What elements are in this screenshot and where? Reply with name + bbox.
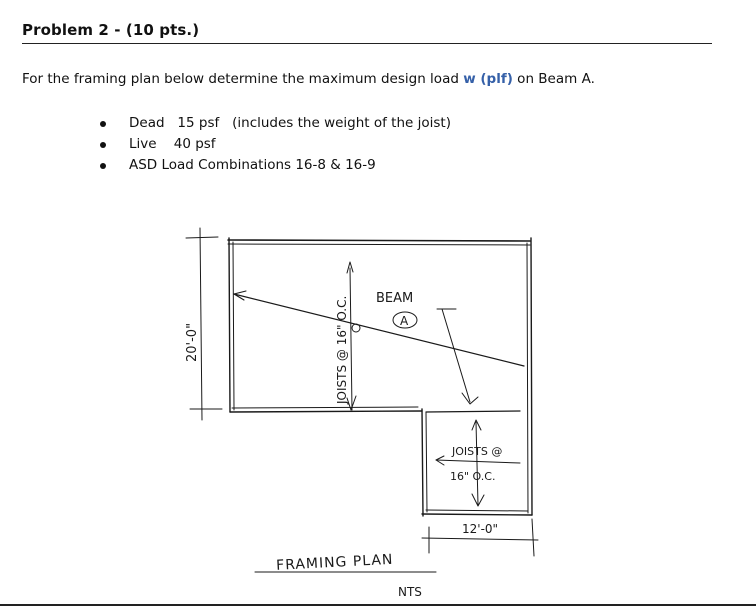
- beam-a-line: [234, 291, 524, 404]
- live-load-item: Live 40 psf: [100, 134, 451, 155]
- dead-load-item: Dead 15 psf (includes the weight of the joist): [100, 113, 451, 134]
- dimension-label-20ft: 20'-0": [185, 322, 200, 362]
- problem-title: Problem 2 - (10 pts.): [22, 21, 200, 39]
- design-load-term: w (plf): [463, 71, 513, 87]
- statement-text-start: For the framing plan below determine the maximum design load: [22, 71, 464, 87]
- page-bottom-border: [0, 604, 756, 606]
- joist-spacing-label-right-1: JOISTS @: [452, 445, 503, 458]
- framing-plan-title: FRAMING PLAN: [275, 551, 394, 574]
- load-combinations-item: ASD Load Combinations 16-8 & 16-9: [100, 155, 451, 176]
- right-joist-span: [436, 420, 520, 506]
- beam-label: BEAM: [376, 291, 414, 306]
- joist-spacing-label-left: JOISTS @ 16" O.C.: [335, 295, 349, 404]
- beam-id-label: A: [400, 314, 409, 328]
- scale-note: NTS: [398, 585, 422, 599]
- statement-text-end: on Beam A.: [512, 71, 595, 87]
- joist-spacing-label-right-2: 16" O.C.: [450, 470, 496, 483]
- dimension-label-12ft: 12'-0": [462, 522, 499, 536]
